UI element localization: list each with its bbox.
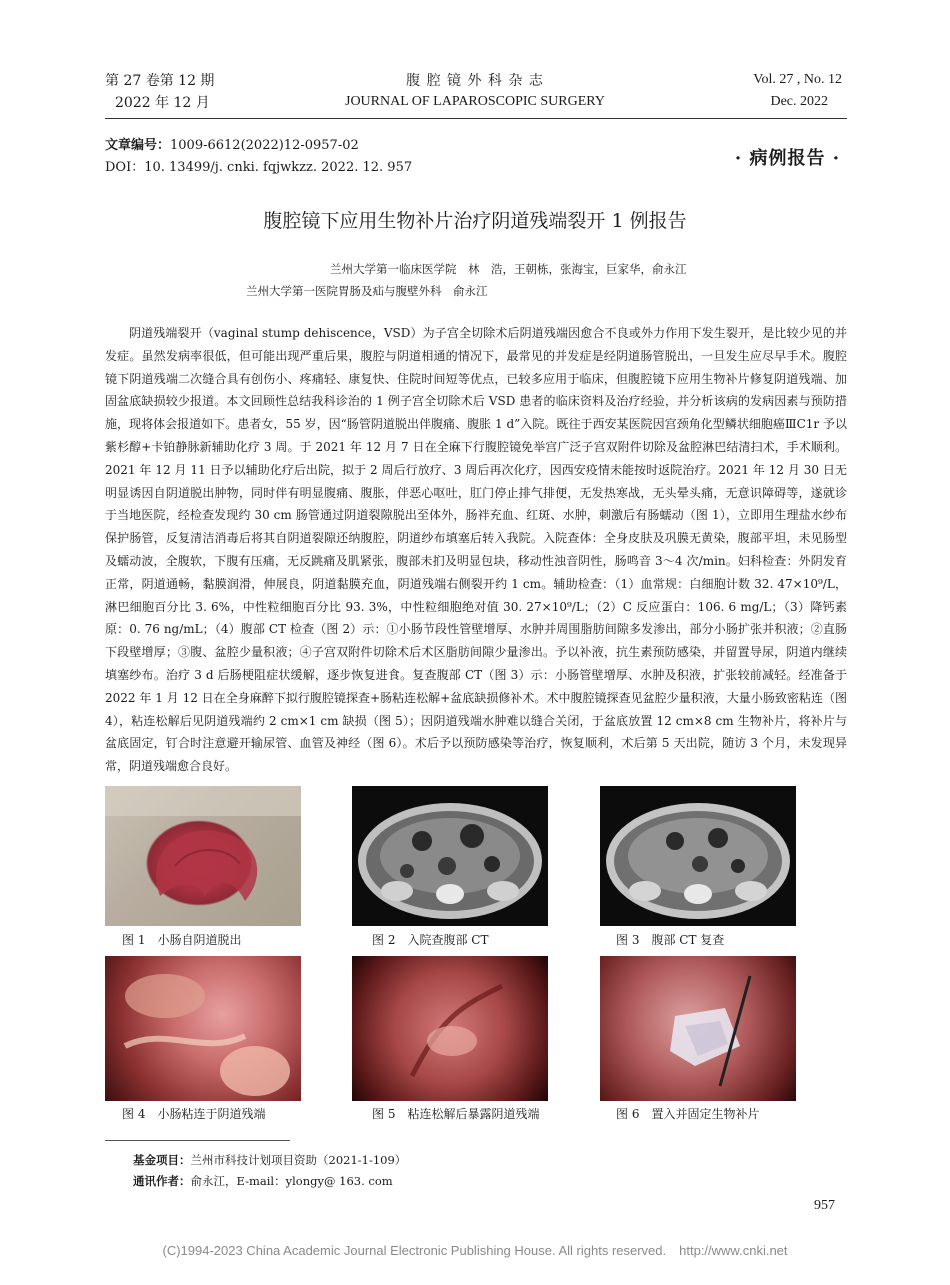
article-number-value: 1009-6612(2022)12-0957-02	[170, 138, 359, 153]
figure-4-caption: 图 4 小肠粘连于阴道残端	[122, 1107, 266, 1121]
figure-5-caption: 图 5 粘连松解后暴露阴道残端	[372, 1107, 540, 1121]
volume-issue-en: Vol. 27 , No. 12	[753, 72, 842, 87]
figure-6-caption: 图 6 置入并固定生物补片	[616, 1107, 760, 1121]
figure-1-image	[105, 786, 301, 926]
date-en: Dec. 2022	[770, 94, 828, 109]
doi-value: 10. 13499/j. cnki. fqjwkzz. 2022. 12. 957	[144, 160, 413, 175]
volume-issue-cn: 第 27 卷第 12 期	[105, 73, 215, 89]
fund-label: 基金项目：	[133, 1153, 191, 1167]
figure-6-image	[600, 956, 796, 1101]
figure-2-caption: 图 2 入院查腹部 CT	[372, 933, 489, 947]
figure-3-caption: 图 3 腹部 CT 复查	[616, 933, 725, 947]
laparoscopy-stump-illustration	[352, 956, 548, 1101]
column-tag: · 病例报告 ·	[734, 148, 840, 169]
figure-1-caption: 图 1 小肠自阴道脱出	[122, 933, 242, 947]
article-number	[105, 136, 359, 156]
journal-name-en: JOURNAL OF LAPAROSCOPIC SURGERY	[345, 94, 605, 109]
copyright-line: (C)1994-2023 China Academic Journal Electronic Publishing House. All rights reserved. http://www.cnki.net	[162, 1243, 788, 1258]
fund-value: 兰州市科技计划项目资助（2021-1-109）	[190, 1153, 407, 1167]
figure-4-image	[105, 956, 301, 1101]
figure-5-image	[352, 956, 548, 1101]
doi-label: DOI：	[105, 160, 145, 175]
authors-line-1: 兰州大学第一临床医学院 林 浩，王朝栋，张海宝，巨家华，俞永江	[330, 262, 687, 276]
article-number-label: 文章编号：	[105, 138, 171, 153]
article-body: 阴道残端裂开（vaginal stump dehiscence，VSD）为子宫全切除术后阴道残端因愈合不良或外力作用下发生裂开，是比较少见的并发症。虽然发病率很低，但可能出现严重后果，腹腔与阴道相通的情况下，最常见的并发症是经阴道肠管脱出，一旦发生应尽早手术。腹腔镜下阴道残端二次缝合具有创伤小、疼痛轻、康复快、住院时间短等优点，已较多应用于临床，但腹腔镜下应用生物补片修复阴道残端、加固盆底缺损较少报道。本文回顾性总结我科诊治的 1 例子宫全切除术后 VSD 患者的临床资料及治疗经验，并分析该病的发病因素与预防措施，现将体会报道如下。患者女，55 岁，因“肠管阴道脱出伴腹痛、腹胀 1 d”入院。既往于西安某医院因宫颈角化型鳞状细胞癌ⅢC1r 予以紫杉醇+卡铂静脉新辅助化疗 3 周。于 2021 年 12 月 7 日在全麻下行腹腔镜免举宫广泛子宫双附件切除及盆腔淋巴结清扫术，手术顺利。2021 年 12 月 11 日予以辅助化疗后出院，拟于 2 周后行放疗、3 周后再次化疗，因西安疫情未能按时返院治疗。2021 年 12 月 30 日无明显诱因自阴道脱出肿物，同时伴有明显腹痛、腹胀，伴恶心呕吐，肛门停止排气排便，无发热寒战，无头晕头痛，无意识障碍等，遂就诊于当地医院，经检查发现约 30 cm 肠管通过阴道裂隙脱出至体外，肠袢充血、红斑、水肿，刺激后有肠蠕动（图 1），立即用生理盐水纱布保护肠管，反复清洁消毒后将其自阴道裂隙还纳腹腔，阴道纱布填塞后转入我院。入院查体：全身皮肤及巩膜无黄染，腹部平坦，未见肠型及蠕动波，全腹软，下腹有压痛，无反跳痛及肌紧张，腹部未扪及明显包块，移动性浊音阴性，肠鸣音 3～4 次/min。妇科检查：外阴发育正常，阴道通畅，黏膜润滑，伸展良，阴道黏膜充血，阴道残端右侧裂开约 1 cm。辅助检查：（1）血常规：白细胞计数 32. 47×10⁹/L，淋巴细胞百分比 3. 6%，中性粒细胞百分比 93. 3%，中性粒细胞绝对值 30. 27×10⁹/L；（2）C 反应蛋白：106. 6 mg/L；（3）降钙素原：0. 76 ng/mL；（4）腹部 CT 检查（图 2）示：①小肠节段性管壁增厚、水肿并周围脂肪间隙多发渗出，部分小肠扩张并积液；②直肠下段壁增厚；③腹、盆腔少量积液；④子宫双附件切除术后术区脂肪间隙少量渗出。予以补液，抗生素预防感染，并留置导尿，阴道内继续填塞纱布。治疗 3 d 后肠梗阻症状缓解，逐步恢复进食。复查腹部 CT（图 3）示：小肠管壁增厚、水肿及积液，扩张较前减轻。经准备于 2022 年 1 月 12 日在全身麻醉下拟行腹腔镜探查+肠粘连松解+盆底缺损修补术。术中腹腔镜探查见盆腔少量积液，大量小肠致密粘连（图 4），粘连松解后见阴道残端约 2 cm×1 cm 缺损（图 5）；因阴道残端水肿难以缝合关闭，于盆底放置 12 cm×8 cm 生物补片，将补片与盆底固定，钉合时注意避开输尿管、血管及神经（图 6）。术后予以预防感染等治疗，恢复顺利，术后第 5 天出院，随访 3 个月，未发现异常，阴道残端愈合良好。	[105, 326, 847, 774]
prolapsed-bowel-illustration	[105, 786, 301, 926]
figure-3-image	[600, 786, 796, 926]
footnote-rule	[105, 1140, 290, 1141]
authors-line-2: 兰州大学第一医院胃肠及疝与腹壁外科 俞永江	[246, 284, 488, 298]
article-title: 腹腔镜下应用生物补片治疗阴道残端裂开 1 例报告	[263, 210, 687, 232]
journal-name-cn: 腹 腔 镜 外 科 杂 志	[406, 73, 544, 89]
biologic-mesh-illustration	[600, 956, 796, 1101]
date-cn: 2022 年 12 月	[115, 95, 210, 111]
contact-label: 通讯作者：	[133, 1174, 191, 1188]
contact-value: 俞永江，E-mail：ylongy@ 163. com	[190, 1174, 393, 1188]
figure-2-image	[352, 786, 548, 926]
laparoscopy-adhesion-illustration	[105, 956, 301, 1101]
header-rule	[105, 118, 847, 119]
contact-footnote	[133, 1171, 393, 1192]
page-number: 957	[814, 1198, 835, 1213]
fund-footnote	[133, 1150, 406, 1171]
ct-scan-1-illustration	[352, 786, 548, 926]
doi	[105, 158, 412, 178]
ct-scan-2-illustration	[600, 786, 796, 926]
